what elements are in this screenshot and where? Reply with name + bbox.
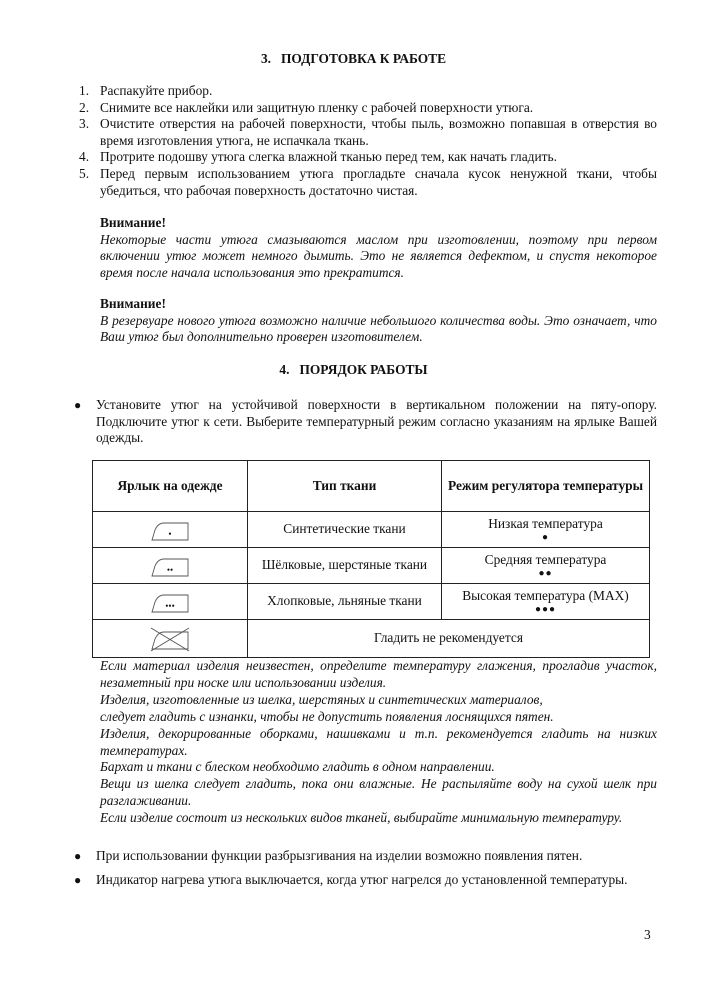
list-item: 3. Очистите отверстия на рабочей поверхности, чтобы пыль, возможно попавшая в отверстия во время изготовления утюга, не испачкала ткань.	[79, 116, 657, 148]
attention-text: Некоторые части утюга смазываются маслом при изготовлении, поэтому при первом включении утюг может немного дымить. Это не является дефектом, и спустя некоторое время после начала использования это прекратится.	[100, 231, 657, 280]
bullet-icon: ●	[74, 873, 82, 887]
remark: Если изделие состоит из нескольких видов тканей, выбирайте минимальную температуру.	[100, 810, 623, 826]
iron-one-dot-icon	[148, 517, 192, 543]
section-4-heading	[0, 362, 707, 378]
table-row	[93, 512, 650, 548]
remark: следует гладить с изнанки, чтобы не допустить появления лоснящихся пятен.	[100, 708, 554, 724]
section-4-number: 4.	[279, 362, 290, 377]
remark: Изделия, изготовленные из шелка, шерстяных и синтетических материалов,	[100, 691, 543, 707]
section-4-title: ПОРЯДОК РАБОТЫ	[299, 362, 428, 377]
attention-heading: Внимание!	[100, 215, 166, 230]
section-3-title: ПОДГОТОВКА К РАБОТЕ	[281, 51, 447, 66]
column-header: Ярлык на одежде	[93, 461, 248, 512]
preparation-steps-list	[79, 83, 657, 199]
temperature-mode: Средняя температура	[484, 551, 607, 567]
page-number: 3	[644, 927, 651, 942]
section-3-number: 3.	[260, 51, 271, 66]
list-item: 4. Протрите подошву утюга слегка влажной тканью перед тем, как начать гладить.	[79, 149, 557, 165]
temperature-mode: Низкая температура	[488, 515, 603, 531]
fabric-type: Синтетические ткани	[248, 512, 442, 548]
temperature-dots: ●	[541, 531, 550, 543]
bullet-icon: ●	[74, 398, 82, 412]
section-3-heading	[0, 51, 707, 67]
remark: Если материал изделия неизвестен, определите температуру глажения, прогладив участок, незаметный при носке или использовании изделия.	[100, 658, 657, 690]
temperature-mode: Высокая температура (MAX)	[462, 587, 629, 603]
column-header: Тип ткани	[248, 461, 442, 512]
iron-crossed-icon	[148, 626, 192, 652]
bullet-icon: ●	[74, 849, 82, 863]
list-item: 5. Перед первым использованием утюга прогладьте сначала кусок ненужной ткани, чтобы убедиться, что рабочая поверхность достаточно чистая.	[79, 165, 657, 198]
no-iron-text: Гладить не рекомендуется	[248, 620, 650, 658]
attention-note-water	[100, 296, 657, 346]
remark: Бархат и ткани с блеском необходимо гладить в одном направлении.	[100, 759, 495, 775]
table-row	[93, 620, 650, 658]
iron-two-dots-icon	[148, 553, 192, 579]
iron-three-dots-icon	[148, 589, 192, 615]
attention-heading: Внимание!	[100, 296, 166, 311]
list-item: 1. Распакуйте прибор.	[79, 83, 213, 98]
list-item: 2. Снимите все наклейки или защитную пленку с рабочей поверхности утюга.	[79, 99, 534, 115]
fabric-type: Хлопковые, льняные ткани	[248, 584, 442, 620]
manual-page: 3. ПОДГОТОВКА К РАБОТЕ 1. Распакуйте прибор. 2. Снимите все наклейки или защитную пленку с рабочей поверхности утюга. 3. Очистите отверстия на рабочей поверхности, чтобы пыль, возможно попавшая в отверстия во время изготовления утюга, не испачкала ткань. 4. Протрите подошву утюга слегка влажной тканью перед тем, как начать гладить. 5. Перед первым использованием утюга прогладьте сначала кусок ненужной ткани, чтобы убедиться, что рабочая поверхность достаточно чистая. Внимание! Некоторые части утюга смазываются маслом при изготовлении, поэтому при первом включении утюг может немного дымить. Это не является дефектом, и спустя некоторое время после начала использования это прекратится. Внимание! В резервуаре нового утюга возможно наличие небольшого количества воды. Это означает, что Ваш утюг был дополнительно проверен изготовителем. 4. ПОРЯДОК РАБОТЫ ● Установите утюг на устойчивой поверхности в вертикальном положении на пяту-опору. Подключите утюг к сети. Выберите температурный режим согласно указаниям на ярлыке Вашей одежды. Ярлык на одежде Тип ткани Режим регулятора температуры • Синтетические ткани Низкая температура ● •• Шёлковые, шерстяные ткани Средняя температура ●● ••• Хлопковые, льняные ткани Высокая температура (MAX) ●●● Гладить не рекомендуется Если материал изделия неизвестен, определите температуру глажения, прогладив участок, незаметный при носке или использовании изделия. Изделия, изготовленные из шелка, шерстяных и синтетических материалов, следует гладить с изнанки, чтобы не допустить появления лоснящихся пятен. Изделия, декорированные оборками, нашивками и т.п. рекомендуется гладить на низких температурах. Бархат и ткани с блеском необходимо гладить в одном направлении. Вещи из шелка следует гладить, пока они влажные. Не распыляйте воду на сухой шелк при разглаживании. Если изделие состоит из нескольких видов тканей, выбирайте минимальную температуру. ● При использовании функции разбрызгивания на изделии возможно появления пятен. ● Индикатор нагрева утюга выключается, когда утюг нагрелся до установленной температуры. 3	[0, 0, 707, 1000]
temperature-dots: ●●●	[534, 603, 557, 615]
fabric-temperature-table	[92, 460, 650, 658]
ironing-remarks	[100, 658, 657, 827]
table-row	[93, 548, 650, 584]
svg-text:••: ••	[166, 564, 174, 575]
fabric-type: Шёлковые, шерстяные ткани	[248, 548, 442, 584]
svg-text:•: •	[168, 528, 172, 539]
remark: Вещи из шелка следует гладить, пока они влажные. Не распыляйте воду на сухой шелк при разглаживании.	[100, 776, 657, 809]
remark: Изделия, декорированные оборками, нашивками и т.п. рекомендуется гладить на низких температурах.	[100, 725, 657, 758]
attention-text: В резервуаре нового утюга возможно наличие небольшого количества воды. Это означает, что Ваш утюг был дополнительно проверен изготовителем.	[100, 312, 657, 345]
table-row	[93, 584, 650, 620]
column-header: Режим регулятора температуры	[442, 461, 650, 512]
attention-note-oil	[100, 215, 657, 281]
temperature-dots: ●●	[538, 567, 553, 579]
svg-text:•••: •••	[165, 600, 175, 611]
